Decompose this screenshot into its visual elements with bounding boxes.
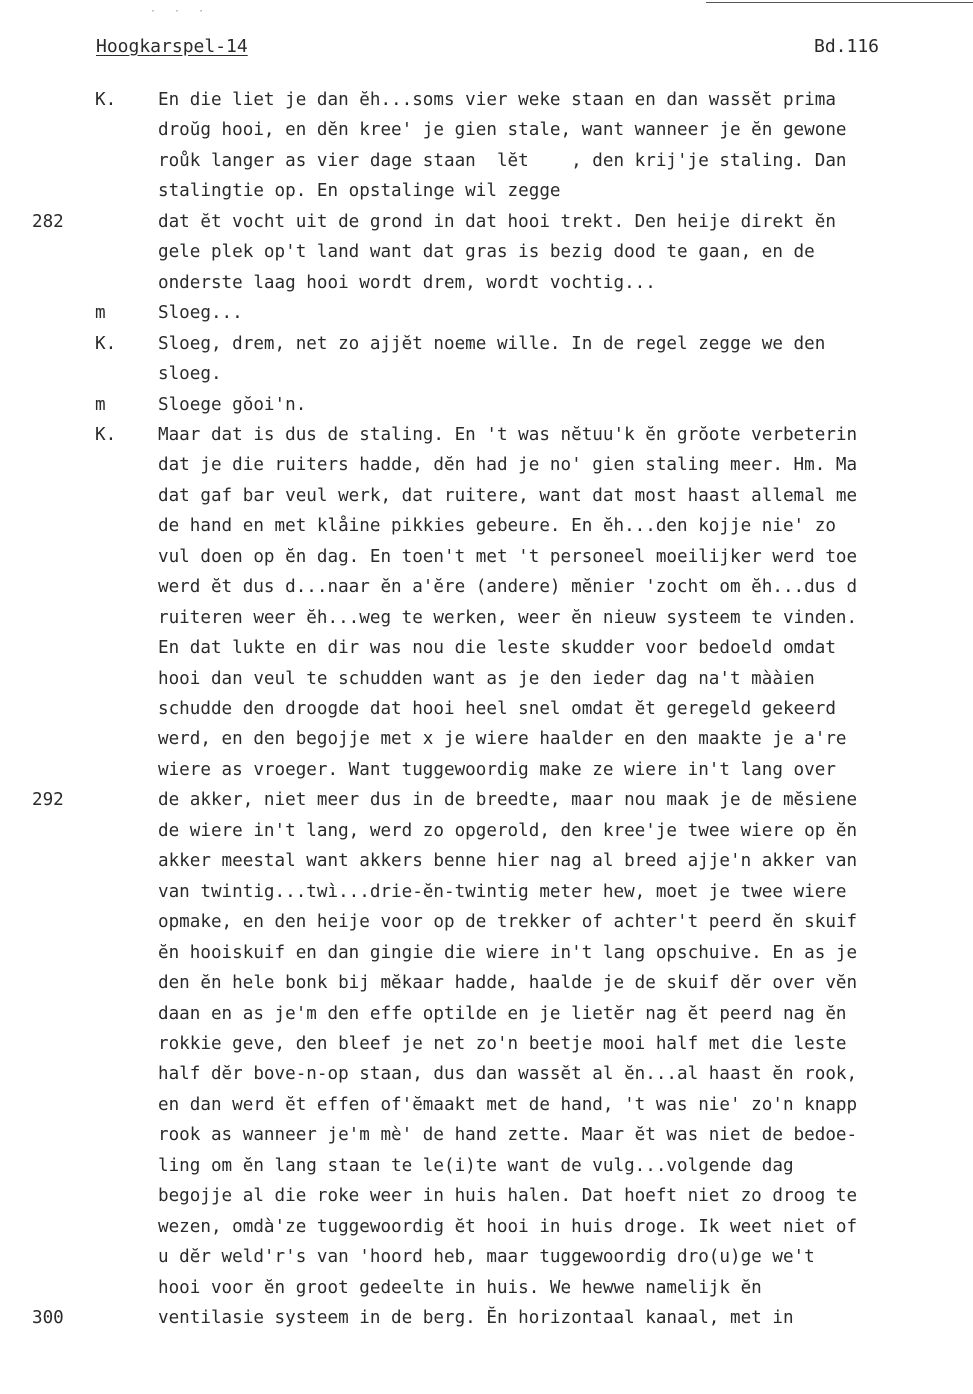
transcript-line bbox=[0, 633, 973, 663]
line-text: de hand en met klåine pikkies gebeure. En ĕh...den kojje nie' zo bbox=[158, 516, 836, 537]
line-text: hooi dan veul te schudden want as je den ieder dag na't mààien bbox=[158, 668, 815, 689]
line-text: stalingtie op. En opstalinge wil zegge bbox=[158, 181, 561, 202]
line-text: dat ĕt vocht uit de grond in dat hooi trekt. Den heije direkt ĕn bbox=[158, 211, 836, 232]
line-number: 292 bbox=[32, 790, 64, 811]
transcript-line bbox=[0, 1212, 973, 1242]
transcript-line bbox=[0, 1151, 973, 1181]
transcript-line bbox=[0, 390, 973, 420]
line-text: en dan werd ĕt effen of'ĕmaakt met de hand, 't was nie' zo'n knapp bbox=[158, 1094, 858, 1115]
transcript-line bbox=[0, 115, 973, 145]
transcript-line bbox=[0, 846, 973, 876]
transcript-line bbox=[0, 603, 973, 633]
line-text: roůk langer as vier dage staan lĕt , den krij'je staling. Dan bbox=[158, 150, 847, 171]
line-text: En dat lukte en dir was nou die leste skudder voor bedoeld omdat bbox=[158, 638, 836, 659]
transcript-line bbox=[0, 268, 973, 298]
line-text: onderste laag hooi wordt drem, wordt vochtig... bbox=[158, 272, 656, 293]
transcript-line bbox=[0, 420, 973, 450]
line-text: akker meestal want akkers benne hier nag al breed ajje'n akker van bbox=[158, 851, 858, 872]
line-text: de akker, niet meer dus in de breedte, maar nou maak je de mĕsiene bbox=[158, 790, 858, 811]
transcript-line bbox=[0, 1090, 973, 1120]
transcript-line bbox=[0, 907, 973, 937]
line-text: u dĕr weld'r's van 'hoord heb, maar tuggewoordig dro(u)ge we't bbox=[158, 1247, 815, 1268]
line-text: Maar dat is dus de staling. En 't was nĕtuu'k ĕn grŏote verbeterin bbox=[158, 424, 858, 445]
document-title: Hoogkarspel-14 bbox=[96, 36, 248, 57]
transcript-line bbox=[0, 664, 973, 694]
line-number: 300 bbox=[32, 1308, 64, 1328]
transcript-line bbox=[0, 542, 973, 572]
speaker-label: m bbox=[95, 394, 106, 415]
transcript-line bbox=[0, 877, 973, 907]
line-text: schudde den droogde dat hooi heel snel omdat ĕt geregeld gekeerd bbox=[158, 699, 836, 719]
transcript-line bbox=[0, 359, 973, 389]
transcript-line bbox=[0, 968, 973, 998]
transcript-line bbox=[0, 938, 973, 968]
line-text: ling om ĕn lang staan te le(i)te want de vulg...volgende dag bbox=[158, 1155, 794, 1176]
transcript-line bbox=[0, 481, 973, 511]
transcript-line bbox=[0, 1059, 973, 1089]
line-text: ruiteren weer ĕh...weg te werken, weer ĕn nieuw systeem te vinden. bbox=[158, 607, 858, 628]
transcript-line bbox=[0, 1029, 973, 1059]
line-text: den ĕn hele bonk bij mĕkaar hadde, haalde je de skuif dĕr over vĕn bbox=[158, 973, 858, 994]
top-rule bbox=[706, 2, 973, 3]
transcript-line bbox=[0, 85, 973, 115]
line-text: dat gaf bar veul werk, dat ruitere, want dat most haast allemal me bbox=[158, 485, 858, 506]
line-text: ventilasie systeem in de berg. Ĕn horizontaal kanaal, met in bbox=[158, 1308, 794, 1328]
line-text: vul doen op ĕn dag. En toen't met 't personeel moeilijker werd toe bbox=[158, 546, 858, 567]
line-text: daan en as je'm den effe optilde en je lietĕr nag ĕt peerd nag ĕn bbox=[158, 1003, 847, 1024]
line-text: half dĕr bove-n-op staan, dus dan wassĕt al ĕn...al haast ĕn rook, bbox=[158, 1064, 858, 1085]
line-text: hooi voor ĕn groot gedeelte in huis. We hewwe namelijk ĕn bbox=[158, 1277, 762, 1298]
transcript-line bbox=[0, 755, 973, 785]
transcript-line bbox=[0, 724, 973, 754]
transcript-line bbox=[0, 146, 973, 176]
line-text: ĕn hooiskuif en dan gingie die wiere in't lang opschuive. En as je bbox=[158, 942, 858, 963]
speaker-label: K. bbox=[95, 90, 117, 110]
transcript-line bbox=[0, 1181, 973, 1211]
line-text: werd, en den begojje met x je wiere haalder en den maakte je a're bbox=[158, 729, 847, 750]
line-text: wezen, omdà'ze tuggewoordig ĕt hooi in huis droge. Ik weet niet of bbox=[158, 1216, 858, 1237]
line-text: opmake, en den heije voor op de trekker of achter't peerd ĕn skuif bbox=[158, 912, 858, 933]
transcript-line bbox=[0, 1273, 973, 1303]
transcript-line bbox=[0, 572, 973, 602]
line-text: sloeg. bbox=[158, 364, 222, 385]
transcript-line bbox=[0, 1120, 973, 1150]
line-text: droŭg hooi, en dĕn kree' je gien stale, want wanneer je ĕn gewone bbox=[158, 120, 847, 141]
line-number: 282 bbox=[32, 211, 64, 232]
transcript-line bbox=[0, 1242, 973, 1272]
speaker-label: m bbox=[95, 303, 106, 324]
transcript-line bbox=[0, 816, 973, 846]
line-text: wiere as vroeger. Want tuggewoordig make ze wiere in't lang over bbox=[158, 759, 836, 780]
transcript-line bbox=[0, 999, 973, 1029]
volume-number: Bd.116 bbox=[814, 36, 880, 57]
transcript-line bbox=[0, 237, 973, 267]
line-text: rokkie geve, den bleef je net zo'n beetje mooi half met die leste bbox=[158, 1033, 847, 1054]
transcript-line bbox=[0, 298, 973, 328]
transcript-line bbox=[0, 450, 973, 480]
transcript-line bbox=[0, 207, 973, 237]
line-text: begojje al die roke weer in huis halen. Dat hoeft niet zo droog te bbox=[158, 1186, 858, 1207]
transcript-line bbox=[0, 511, 973, 541]
line-text: van twintig...twì...drie-ĕn-twintig meter hew, moet je twee wiere bbox=[158, 881, 847, 902]
transcript-line bbox=[0, 176, 973, 206]
line-text: dat je die ruiters hadde, dĕn had je no' gien staling meer. Hm. Ma bbox=[158, 455, 858, 476]
speaker-label: K. bbox=[95, 424, 117, 445]
transcript-line bbox=[0, 785, 973, 815]
line-text: Sloeg... bbox=[158, 303, 243, 324]
speaker-label: K. bbox=[95, 333, 117, 354]
transcript-line bbox=[0, 329, 973, 359]
scan-specks: · · · bbox=[150, 6, 211, 17]
line-text: Sloege gŏoi'n. bbox=[158, 394, 307, 415]
line-text: werd ĕt dus d...naar ĕn a'ĕre (andere) mĕnier 'zocht om ĕh...dus d bbox=[158, 577, 858, 598]
line-text: Sloeg, drem, net zo ajjĕt noeme wille. In de regel zegge we den bbox=[158, 333, 826, 354]
line-text: En die liet je dan ĕh...soms vier weke staan en dan wassĕt prima bbox=[158, 90, 836, 110]
transcript-line bbox=[0, 1303, 973, 1333]
line-text: gele plek op't land want dat gras is bezig dood te gaan, en de bbox=[158, 242, 815, 263]
line-text: de wiere in't lang, werd zo opgerold, den kree'je twee wiere op ĕn bbox=[158, 820, 858, 841]
transcript-line bbox=[0, 694, 973, 724]
line-text: rook as wanneer je'm mè' de hand zette. Maar ĕt was niet de bedoe- bbox=[158, 1125, 858, 1146]
